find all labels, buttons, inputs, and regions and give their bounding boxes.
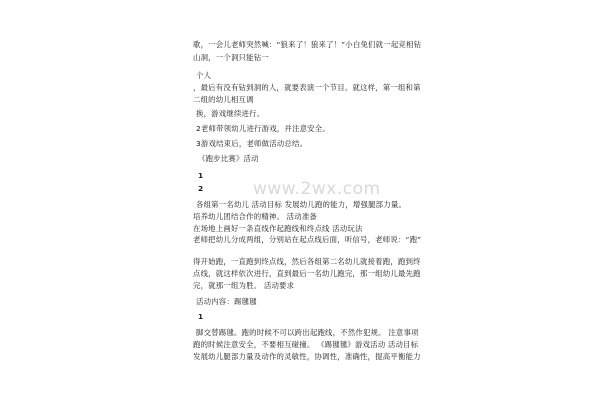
text-line-11: 2: [198, 184, 204, 193]
text-line-20: 1: [198, 312, 204, 321]
text-line-4: ，最后有没有钻到洞的人，就要表演一个节目。就这样，第一组和第: [193, 83, 421, 92]
text-line-22: 跑的时候注意安全，不要相互碰撞。 《踢毽毽》游戏活动 活动目标: [193, 340, 419, 349]
text-line-23: 发展幼儿腿部力量及动作的灵敏性，协调性，准确性，提高平衡能力: [193, 352, 421, 361]
text-line-14: 在场地上画好一条直线作起跑线和终点线 活动玩法: [193, 224, 363, 233]
text-line-10: 1: [198, 171, 204, 180]
text-line-9: 《跑步比赛》活动: [198, 154, 259, 163]
text-line-8: 3游戏结束后，老师做活动总结。: [196, 139, 308, 148]
text-line-13: 培养幼儿团结合作的精神。 活动准备: [193, 212, 318, 221]
text-line-17: 点线，就这样依次进行，直到最后一名幼儿跑完，那一组幼儿最先跑: [193, 269, 421, 278]
text-line-2: 山洞，一个洞只能钻一: [193, 53, 269, 62]
watermark-text: www.2wx.com: [253, 179, 381, 199]
text-line-15: 老师把幼儿分成两组，分别站在起点线后面，听信号，老师说：“跑”: [193, 235, 422, 244]
text-line-3: 个人: [196, 71, 212, 80]
text-line-19: 活动内容：踢毽毽: [196, 297, 257, 306]
text-line-1: 歌，一会儿老师突然喊：“狼来了！狼来了！”小白兔们就一起竞相钻: [193, 40, 422, 49]
text-line-18: 完，就那一组为胜。 活动要求: [193, 281, 295, 290]
text-line-12: 各组第一名幼儿 活动目标 发展幼儿跑的能力，增强腿部力量。: [196, 200, 407, 209]
text-line-21: 脚交替踢毽。跑的时候不可以跨出起跑线，不然作犯规。 注意事项: [196, 328, 419, 337]
text-line-16: 得开始跑，一直跑到终点线，然后各组第二名幼儿就接着跑，跑到终: [193, 257, 421, 266]
text-line-6: 换，游戏继续进行。: [196, 109, 265, 118]
text-line-5: 二组的幼儿相互调: [193, 95, 254, 104]
text-line-7: 2老师带领幼儿进行游戏，并注意安全。: [196, 124, 330, 133]
